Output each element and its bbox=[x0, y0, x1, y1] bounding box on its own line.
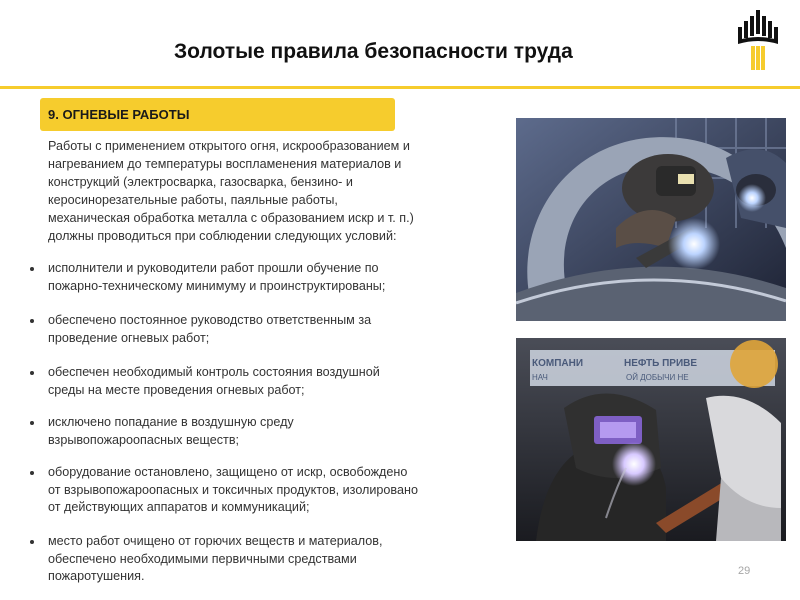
list-item bbox=[28, 533, 518, 587]
list-item bbox=[28, 260, 518, 312]
list-item-line: обеспечено необходимыми первичными средствами bbox=[48, 551, 357, 566]
bullet-icon bbox=[30, 267, 34, 271]
page-number: 29 bbox=[738, 565, 751, 577]
intro-line: Работы с применением открытого огня, искрообразованием и bbox=[48, 139, 410, 153]
list-item-line: место работ очищено от горючих веществ и материалов, bbox=[48, 534, 383, 548]
list-item-line: проведение огневых работ; bbox=[48, 330, 210, 345]
welder-mask-photo bbox=[516, 338, 786, 541]
list-item-line: от действующих аппаратов и коммуникаций; bbox=[48, 500, 310, 514]
intro-paragraph bbox=[48, 137, 508, 245]
banner-text: НЕФТЬ ПРИВЕ bbox=[624, 358, 698, 369]
banner-text: НАЧ bbox=[532, 373, 548, 382]
intro-line: нагреванием до температуры воспламенения материалов и bbox=[48, 157, 402, 171]
bullet-icon bbox=[30, 421, 34, 425]
section-header-label: 9. ОГНЕВЫЕ РАБОТЫ bbox=[48, 107, 190, 122]
intro-line: механическая обработка металла с образованием искр и т. п.) bbox=[48, 211, 414, 225]
list-item-line: исключено попадание в воздушную среду bbox=[48, 415, 294, 429]
bullet-icon bbox=[30, 319, 34, 323]
list-item-line: пожарно-техническому минимуму и проинструктированы; bbox=[48, 278, 386, 293]
list-item bbox=[28, 312, 518, 364]
slide-title: Золотые правила безопасности труда bbox=[174, 40, 573, 63]
list-item-line: от взрывопожароопасных и токсичных продуктов, изолировано bbox=[48, 482, 418, 497]
list-item-line: обеспечено постоянное руководство ответственным за bbox=[48, 313, 372, 327]
bullet-icon bbox=[30, 371, 34, 375]
title-divider bbox=[0, 86, 800, 89]
list-item bbox=[28, 464, 518, 533]
banner-text: КОМПАНИ bbox=[532, 358, 584, 369]
list-item bbox=[28, 364, 518, 414]
bullet-icon bbox=[30, 540, 34, 544]
list-item-line: обеспечен необходимый контроль состояния воздушной bbox=[48, 365, 380, 379]
list-item-line: оборудование остановлено, защищено от искр, освобождено bbox=[48, 465, 408, 479]
list-item-line: исполнители и руководители работ прошли обучение по bbox=[48, 261, 379, 275]
list-item-line: среды на месте проведения огневых работ; bbox=[48, 382, 305, 397]
list-item-line: взрывопожароопасных веществ; bbox=[48, 432, 240, 447]
intro-line: керосинорезательные работы, паяльные работы, bbox=[48, 193, 338, 207]
welding-pipe-photo bbox=[516, 118, 786, 321]
section-header bbox=[40, 98, 395, 131]
banner-text: ОЙ ДОБЫЧИ НЕ bbox=[626, 373, 689, 382]
intro-line: должны проводиться при соблюдении следующих условий: bbox=[48, 229, 397, 243]
intro-line: конструкций (электросварка, газосварка, бензино- и bbox=[48, 175, 353, 189]
bullet-icon bbox=[30, 471, 34, 475]
list-item bbox=[28, 414, 518, 464]
conditions-list bbox=[28, 260, 518, 587]
company-logo bbox=[736, 8, 780, 72]
list-item-line: пожаротушения. bbox=[48, 569, 145, 583]
